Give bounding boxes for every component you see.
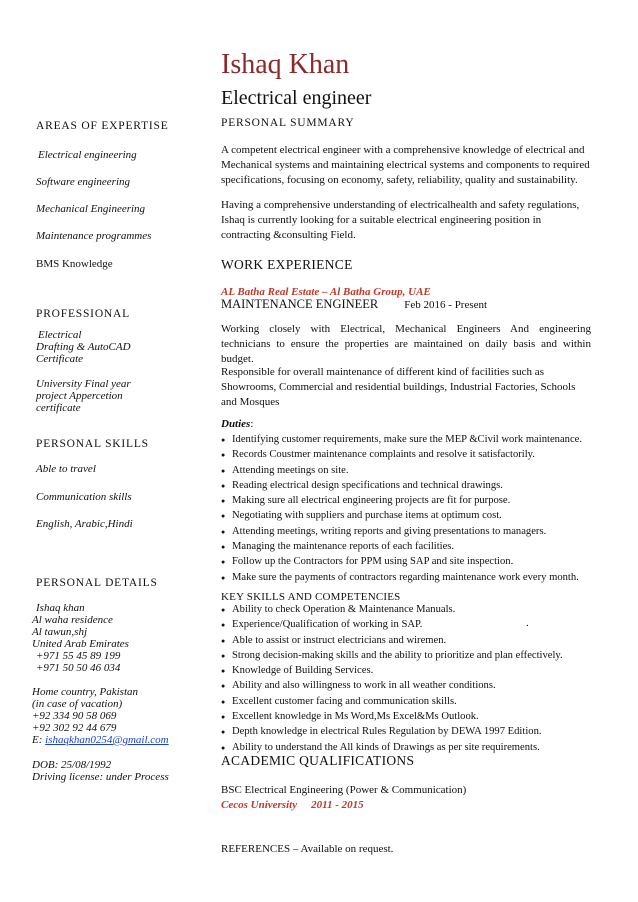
home-line: +92 302 92 44 679 (32, 722, 117, 734)
expertise-item: Software engineering (36, 176, 130, 188)
key-skills-heading: KEY SKILLS AND COMPETENCIES (221, 591, 401, 603)
skill-item: Able to travel (36, 463, 96, 475)
detail-line: Al waha residence (32, 614, 113, 626)
home-line: Home country, Pakistan (32, 686, 139, 698)
list-item: ● Knowledge of Building Services. (221, 663, 601, 678)
duties-label (221, 418, 253, 431)
list-item: ● Making sure all electrical engineering projects are fit for purpose. (221, 493, 601, 508)
university-line (221, 799, 364, 812)
professional-line: Drafting & AutoCAD (36, 341, 131, 353)
expertise-item: Maintenance programmes (36, 230, 152, 242)
experience-paragraph: Responsible for overall maintenance of different kind of facilities such as Showrooms, Commercial and residential buildings, Industrial Factories, Schools and Mosques (221, 366, 576, 408)
experience-heading: WORK EXPERIENCE (221, 257, 353, 272)
detail-line: Al tawun,shj (32, 626, 88, 638)
summary-paragraph: Having a comprehensive understanding of electricalhealth and safety regulations, Ishaq is currently looking for a suitable electrical engineering position in contracting &consulting Field. (221, 199, 580, 241)
list-item: ● Reading electrical design specifications and technical drawings. (221, 478, 601, 493)
candidate-name: Ishaq Khan (221, 49, 350, 80)
list-item: ● Records Coustmer maintenance complaints and resolve it satisfactorily. (221, 447, 601, 462)
summary-paragraph: A competent electrical engineer with a comprehensive knowledge of electrical and Mechanical systems and maintaining electrical systems and components to required specifications, focusing on economy, safety, reliability, quality and sustainability. (221, 144, 590, 186)
details-heading: PERSONAL DETAILS (36, 577, 158, 589)
degree: BSC Electrical Engineering (Power & Communication) (221, 784, 467, 796)
expertise-heading: AREAS OF EXPERTISE (36, 120, 169, 132)
list-item: ● Make sure the payments of contractors regarding maintenance work every month. (221, 570, 601, 585)
list-item: ● Experience/Qualification of working in SAP. (221, 617, 601, 632)
professional-heading: PROFESSIONAL (36, 308, 130, 320)
list-item: ● Excellent customer facing and communication skills. (221, 694, 601, 709)
role-line (221, 297, 487, 313)
bms-knowledge: BMS Knowledge (36, 258, 113, 270)
role-title: MAINTENANCE ENGINEER (221, 297, 379, 311)
list-item: ● Negotiating with suppliers and purchase items at optimum cost. (221, 508, 601, 523)
list-item: ● Able to assist or instruct electricians and wiremen. (221, 633, 601, 648)
list-item: ● Attending meetings on site. (221, 463, 601, 478)
skill-item: English, Arabic,Hindi (36, 518, 133, 530)
list-item: ● Managing the maintenance reports of each facilities. (221, 539, 601, 554)
home-line: (in case of vacation) (32, 698, 123, 710)
stray-period: . (526, 617, 529, 629)
duties-colon: : (250, 418, 254, 430)
professional-line: Certificate (36, 353, 84, 365)
university-years: 2011 - 2015 (311, 799, 364, 811)
detail-line: +971 50 50 46 034 (36, 662, 121, 674)
summary-heading: PERSONAL SUMMARY (221, 117, 355, 129)
email-link[interactable]: ishaqkhan0254@gmail.com (45, 734, 169, 746)
company-name: AL Batha Real Estate – Al Batha Group, UAE (221, 286, 431, 298)
list-item: ● Depth knowledge in electrical Rules Regulation by DEWA 1997 Edition. (221, 724, 601, 739)
detail-line: United Arab Emirates (32, 638, 129, 650)
detail-line: Ishaq khan (36, 602, 85, 614)
detail-line: +971 55 45 89 199 (36, 650, 121, 662)
duties-label-text: Duties (221, 418, 251, 430)
references: REFERENCES – Available on request. (221, 843, 394, 855)
skill-item: Communication skills (36, 491, 132, 503)
email-line (32, 734, 169, 747)
expertise-item: Electrical engineering (38, 149, 137, 161)
driving-license: Driving license: under Process (32, 771, 169, 783)
list-item: ● Ability to check Operation & Maintenance Manuals. (221, 602, 601, 617)
list-item: ● Ability and also willingness to work in all weather conditions. (221, 678, 601, 693)
experience-paragraph: Working closely with Electrical, Mechanical Engineers And engineering technicians to ensure the properties are maintained on daily basis and within budget. (221, 323, 591, 365)
expertise-item: Mechanical Engineering (36, 203, 146, 215)
professional-line: certificate (36, 402, 81, 414)
list-item: ● Identifying customer requirements, make sure the MEP &Civil work maintenance. (221, 432, 601, 447)
list-item: ● Excellent knowledge in Ms Word,Ms Excel&Ms Outlook. (221, 709, 601, 724)
list-item: ● Strong decision-making skills and the ability to prioritize and plan effectively. (221, 648, 601, 663)
professional-line: Electrical (38, 329, 82, 341)
dob: DOB: 25/08/1992 (32, 759, 112, 771)
university-name: Cecos University (221, 799, 298, 811)
role-dates: Feb 2016 - Present (404, 299, 488, 311)
duties-list (221, 432, 601, 585)
home-line: +92 334 90 58 069 (32, 710, 117, 722)
academic-heading: ACADEMIC QUALIFICATIONS (221, 753, 415, 768)
professional-line: University Final year (36, 378, 131, 390)
email-prefix: E: (32, 734, 43, 746)
professional-line: project Appercetion (36, 390, 123, 402)
list-item: ● Ability to understand the All kinds of Drawings as per site requirements. (221, 740, 601, 755)
skills-heading: PERSONAL SKILLS (36, 438, 149, 450)
key-skills-list (221, 602, 601, 755)
list-item: ● Follow up the Contractors for PPM using SAP and site inspection. (221, 554, 601, 569)
job-title: Electrical engineer (221, 87, 372, 109)
list-item: ● Attending meetings, writing reports and giving presentations to managers. (221, 524, 601, 539)
